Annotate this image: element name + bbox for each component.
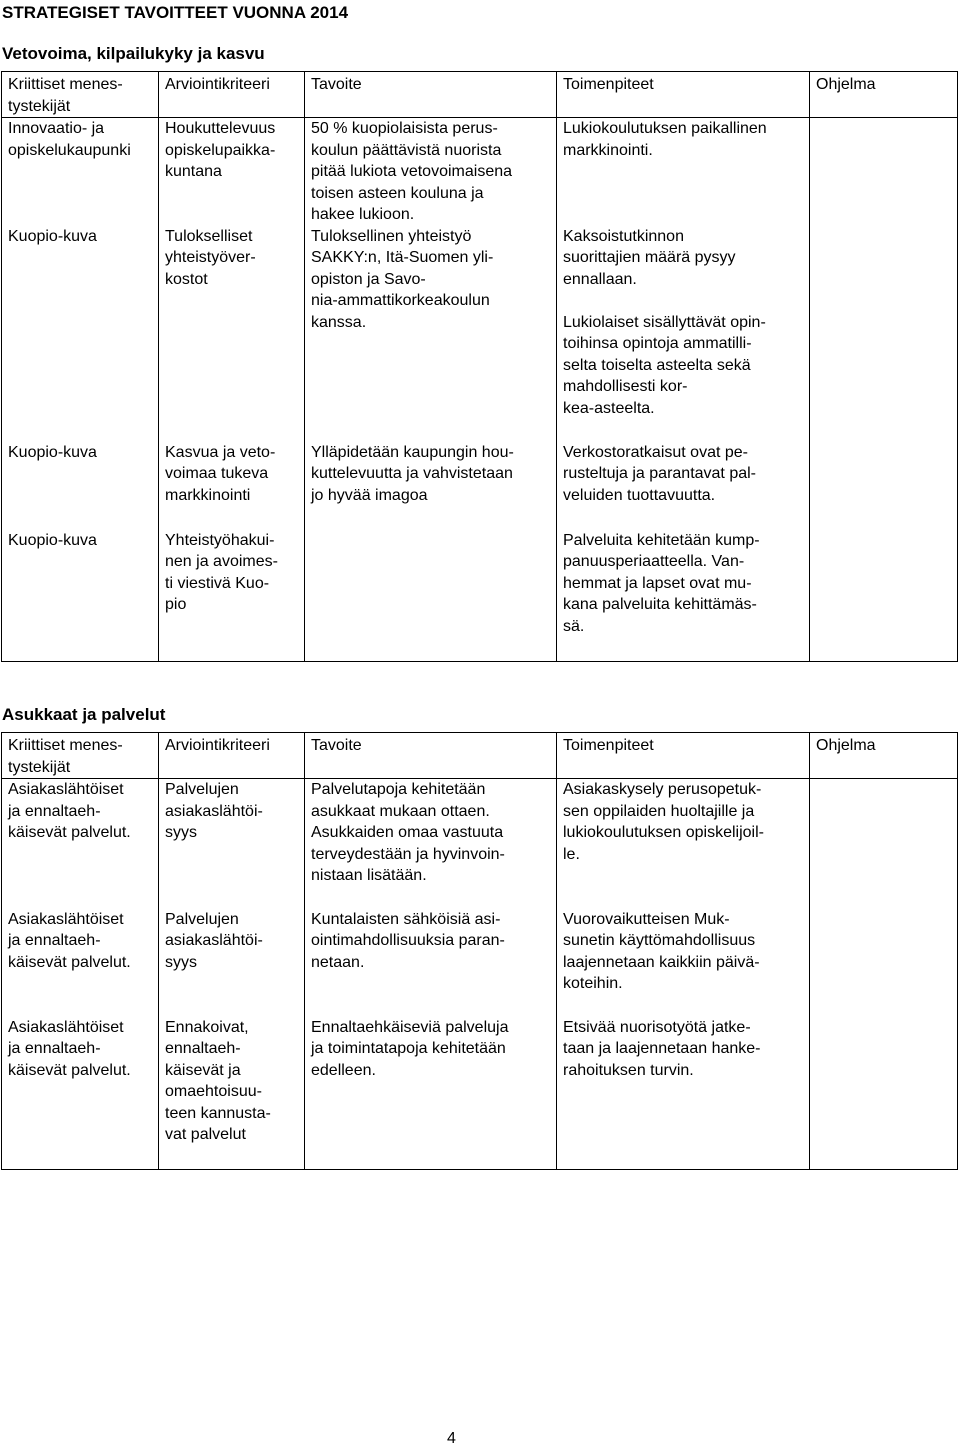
section-title-asukkaat: Asukkaat ja palvelut	[2, 705, 166, 724]
cell-ohjelma	[810, 442, 958, 530]
cell-ohjelma	[810, 779, 958, 909]
cell-tavoite: Ennaltaehkäiseviä palveluja ja toimintatapoja kehitetään edelleen.	[305, 1017, 557, 1170]
header-tavoite: Tavoite	[305, 72, 557, 118]
header-arviointikriteeri: Arviointikriteeri	[159, 733, 305, 779]
cell-tavoite: Kuntalaisten sähköisiä asi- ointimahdollisuuksia paran- netaan.	[305, 909, 557, 1017]
cell-ohjelma	[810, 909, 958, 1017]
document-title: STRATEGISET TAVOITTEET VUONNA 2014	[2, 3, 349, 22]
cell-arviointikriteeri: Yhteistyöhakui- nen ja avoimes- ti viestivä Kuo- pio	[159, 530, 305, 662]
cell-tavoite	[305, 530, 557, 662]
cell-toimenpiteet: Asiakaskysely perusopetuk- sen oppilaiden huoltajille ja lukiokoulutuksen opiskelijoil- le.	[557, 779, 810, 909]
table-row	[2, 909, 958, 1017]
section-title-vetovoima: Vetovoima, kilpailukyky ja kasvu	[2, 44, 265, 63]
cell-kriittiset: Asiakaslähtöiset ja ennaltaeh- käisevät palvelut.	[2, 1017, 159, 1170]
table-row	[2, 442, 958, 530]
table-header-row	[2, 72, 958, 118]
header-toimenpiteet: Toimenpiteet	[557, 72, 810, 118]
cell-arviointikriteeri: Palvelujen asiakaslähtöi- syys	[159, 909, 305, 1017]
table-row	[2, 118, 958, 442]
table-row	[2, 530, 958, 662]
cell-toimenpiteet: Lukiokoulutuksen paikallinen markkinointi. Kaksoistutkinnon suorittajien määrä pysyy ennallaan. Lukiolaiset sisällyttävät opin- toihinsa opintoja ammatilli- selta toiselta asteelta sekä mahdollisesti kor- kea-asteelta.	[557, 118, 810, 442]
cell-arviointikriteeri: Kasvua ja veto- voimaa tukeva markkinointi	[159, 442, 305, 530]
cell-toimenpiteet: Vuorovaikutteisen Muk- sunetin käyttömahdollisuus laajennetaan kaikkiin päivä- koteihin.	[557, 909, 810, 1017]
table-asukkaat	[1, 732, 958, 1170]
cell-ohjelma	[810, 1017, 958, 1170]
cell-arviointikriteeri: Ennakoivat, ennaltaeh- käisevät ja omaehtoisuu- teen kannusta- vat palvelut	[159, 1017, 305, 1170]
cell-kriittiset: Kuopio-kuva	[2, 442, 159, 530]
header-toimenpiteet: Toimenpiteet	[557, 733, 810, 779]
header-kriittiset: Kriittiset menes- tystekijät	[2, 72, 159, 118]
header-tavoite: Tavoite	[305, 733, 557, 779]
cell-arviointikriteeri: Palvelujen asiakaslähtöi- syys	[159, 779, 305, 909]
cell-toimenpiteet: Palveluita kehitetään kump- panuusperiaatteella. Van- hemmat ja lapset ovat mu- kana palveluita kehittämäs- sä.	[557, 530, 810, 662]
cell-arviointikriteeri: Houkuttelevuus opiskelupaikka- kuntana Tulokselliset yhteistyöver- kostot	[159, 118, 305, 442]
table-header-row	[2, 733, 958, 779]
cell-tavoite: Ylläpidetään kaupungin hou- kuttelevuutta ja vahvistetaan jo hyvää imagoa	[305, 442, 557, 530]
header-ohjelma: Ohjelma	[810, 72, 958, 118]
cell-kriittiset: Kuopio-kuva	[2, 530, 159, 662]
cell-ohjelma	[810, 530, 958, 662]
cell-kriittiset: Asiakaslähtöiset ja ennaltaeh- käisevät palvelut.	[2, 909, 159, 1017]
header-kriittiset: Kriittiset menes- tystekijät	[2, 733, 159, 779]
cell-kriittiset: Innovaatio- ja opiskelukaupunki Kuopio-kuva	[2, 118, 159, 442]
cell-ohjelma	[810, 118, 958, 442]
cell-toimenpiteet: Verkostoratkaisut ovat pe- rusteltuja ja parantavat pal- veluiden tuottavuutta.	[557, 442, 810, 530]
cell-tavoite: Palvelutapoja kehitetään asukkaat mukaan ottaen. Asukkaiden omaa vastuuta terveydestään ja hyvinvoin- nistaan lisätään.	[305, 779, 557, 909]
header-ohjelma: Ohjelma	[810, 733, 958, 779]
cell-tavoite: 50 % kuopiolaisista perus- koulun päättävistä nuorista pitää lukiota vetovoimaisena toisen asteen kouluna ja hakee lukioon. Tuloksellinen yhteistyö SAKKY:n, Itä-Suomen yli- opiston ja Savo- nia-ammattikorkeakoulun kanssa.	[305, 118, 557, 442]
table-row	[2, 779, 958, 909]
header-arviointikriteeri: Arviointikriteeri	[159, 72, 305, 118]
cell-kriittiset: Asiakaslähtöiset ja ennaltaeh- käisevät palvelut.	[2, 779, 159, 909]
table-row	[2, 1017, 958, 1170]
page-number: 4	[447, 1430, 456, 1447]
cell-toimenpiteet: Etsivää nuorisotyötä jatke- taan ja laajennetaan hanke- rahoituksen turvin.	[557, 1017, 810, 1170]
table-vetovoima	[1, 71, 958, 662]
